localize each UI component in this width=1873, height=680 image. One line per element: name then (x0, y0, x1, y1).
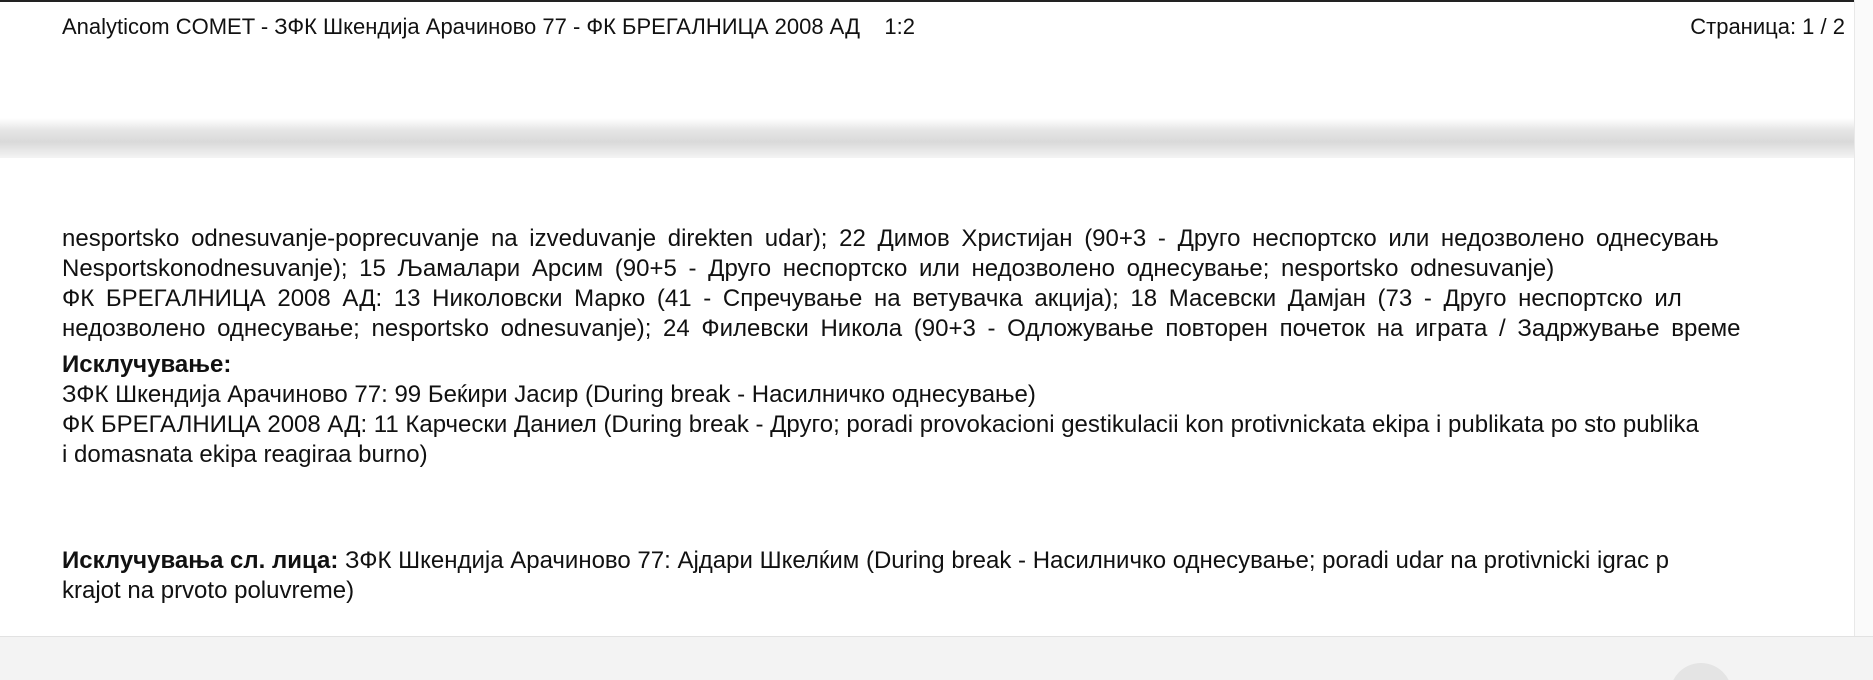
cautions-line: nesportsko odnesuvanje-poprecuvanje na izveduvanje direkten udar); 22 Димов Христијан (90+3 - Друго неспортско или недозволено однесувањ (62, 225, 1719, 252)
official-expulsions-text: ЗФК Шкендија Арачиново 77: Ајдари Шкелќим (During break - Насилничко однесување; poradi udar na protivnicki igrac p (338, 547, 1670, 574)
expulsions-line: ЗФК Шкендија Арачиново 77: 99 Беќири Јасир (During break - Насилничко однесување) (62, 381, 1036, 408)
official-expulsions-line (62, 546, 1855, 576)
vertical-scrollbar[interactable] (1854, 0, 1873, 640)
page-header (62, 12, 1845, 42)
floating-action-button[interactable] (1670, 663, 1732, 680)
page-indicator: Страница: 1 / 2 (1690, 14, 1845, 39)
expulsions-line: ФК БРЕГАЛНИЦА 2008 АД: 11 Карчески Даниел (During break - Друго; poradi provokacioni gestikulacii kon protivnickata ekipa i publikata po sto publika (62, 411, 1699, 438)
page-1-bottom-edge (0, 0, 1855, 120)
cautions-line: недозволено однесување; nesportsko odnesuvanje); 24 Филевски Никола (90+3 - Одложување повторен почеток на играта / Задржување време (62, 315, 1741, 342)
expulsions-line: i domasnata ekipa reagiraa burno) (62, 441, 428, 468)
viewer-bottom-bar (0, 636, 1873, 680)
page-separator (0, 118, 1873, 158)
cautions-line: Nesportskonodnesuvanje); 15 Љамалари Арсим (90+5 - Друго неспортско или недозволено однесување; nesportsko odnesuvanje) (62, 255, 1555, 282)
page-2 (0, 158, 1855, 636)
official-expulsions-label: Исклучувања сл. лица: (62, 547, 339, 574)
expulsions-heading: Исклучување: (62, 351, 232, 378)
section-spacer (62, 470, 1855, 546)
header-title: Analyticom COMET - ЗФК Шкендија Арачиново 77 - ФК БРЕГАЛНИЦА 2008 АД 1:2 (62, 14, 916, 39)
official-expulsions-continuation: krajot na prvoto poluvreme) (62, 577, 355, 604)
report-content (62, 224, 1855, 606)
cautions-line: ФК БРЕГАЛНИЦА 2008 АД: 13 Николовски Марко (41 - Спречување на ветувачка акција); 18 Масевски Дамјан (73 - Друго неспортско ил (62, 285, 1682, 312)
